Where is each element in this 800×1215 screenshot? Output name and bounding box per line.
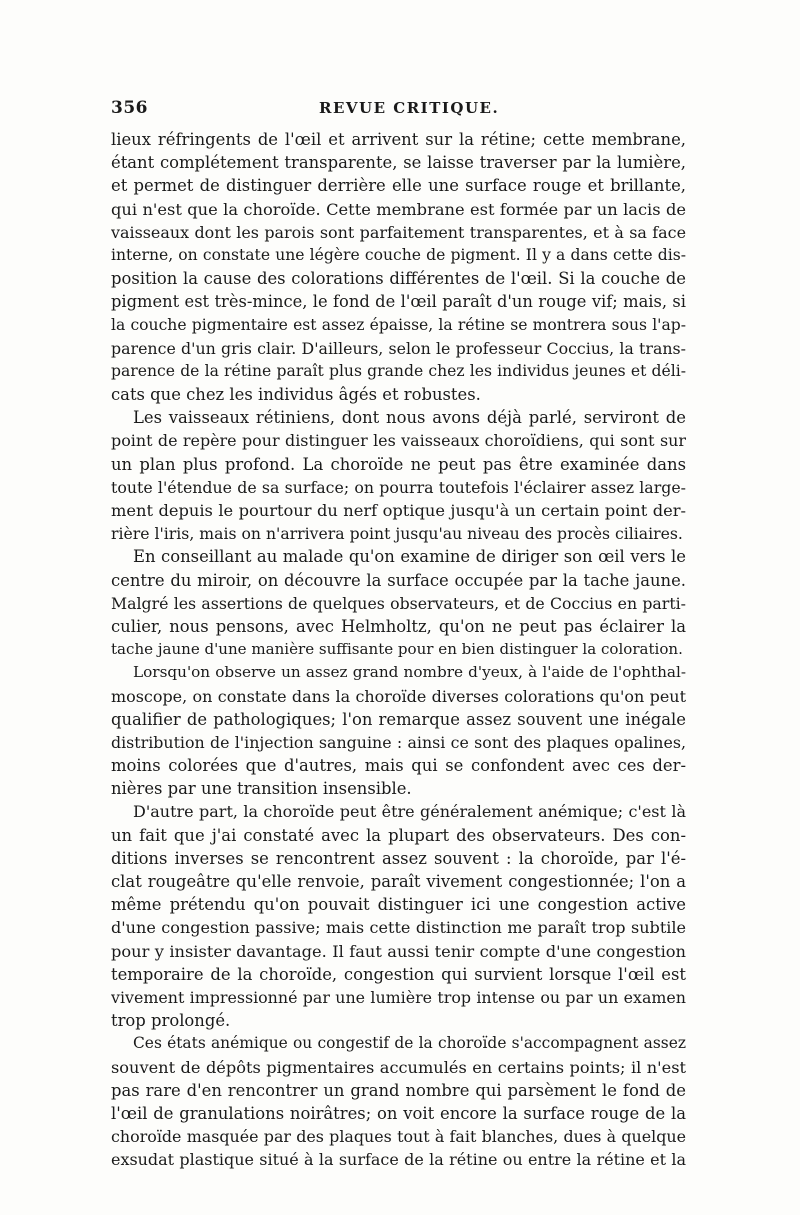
text-line: Lorsqu'on observe un assez grand nombre d'yeux, à l'aide de l'ophthal- — [133, 663, 686, 682]
text-line: trop prolongé. — [111, 1011, 231, 1031]
text-line: lieux réfringents de l'œil et arrivent sur la rétine; cette membrane, — [111, 130, 686, 149]
page-header — [111, 98, 686, 122]
text-line: pas rare d'en rencontrer un grand nombre qui parsèment le fond de — [111, 1080, 686, 1100]
text-line: vivement impressionné par une lumière trop intense ou par un examen — [111, 987, 686, 1007]
text-line: la couche pigmentaire est assez épaisse, la rétine se montrera sous l'ap- — [111, 315, 686, 334]
text-line: parence d'un gris clair. D'ailleurs, selon le professeur Coccius, la trans- — [111, 338, 686, 358]
text-line: ment depuis le pourtour du nerf optique jusqu'à un certain point der- — [111, 501, 686, 520]
text-line: position la cause des colorations différentes de l'œil. Si la couche de — [111, 269, 686, 289]
text-line: temporaire de la choroïde, congestion qui survient lorsque l'œil est — [111, 964, 686, 984]
text-line: ditions inverses se rencontrent assez souvent : la choroïde, par l'é- — [111, 848, 686, 868]
text-line: choroïde masquée par des plaques tout à fait blanches, dues à quelque — [111, 1127, 686, 1147]
page-number: 356 — [111, 98, 148, 118]
text-line: tache jaune d'une manière suffisante pour en bien distinguer la coloration. — [111, 640, 683, 659]
text-line: d'une congestion passive; mais cette distinction me paraît trop subtile — [111, 918, 686, 938]
text-line: parence de la rétine paraît plus grande chez les individus jeunes et déli- — [111, 361, 686, 380]
text-line: point de repère pour distinguer les vaisseaux choroïdiens, qui sont sur — [111, 431, 686, 451]
text-line: l'œil de granulations noirâtres; on voit encore la surface rouge de la — [111, 1103, 686, 1123]
text-line: et permet de distinguer derrière elle une surface rouge et brillante, — [111, 176, 686, 196]
body-text — [111, 128, 686, 1171]
text-line: vaisseaux dont les parois sont parfaitement transparentes, et à sa face — [111, 222, 686, 242]
text-line: Malgré les assertions de quelques observateurs, et de Coccius en parti- — [111, 593, 686, 613]
text-line: un plan plus profond. La choroïde ne peut pas être examinée dans — [111, 454, 686, 474]
text-line: qualifier de pathologiques; l'on remarque assez souvent une inégale — [111, 709, 686, 729]
text-line: même prétendu qu'on pouvait distinguer ici une congestion active — [111, 895, 686, 915]
text-line: cats que chez les individus âgés et robustes. — [111, 385, 481, 405]
text-line: Ces états anémique ou congestif de la choroïde s'accompagnent assez — [133, 1034, 686, 1053]
text-line: exsudat plastique situé à la surface de la rétine ou entre la rétine et la — [111, 1150, 686, 1170]
text-line: souvent de dépôts pigmentaires accumulés en certains points; il n'est — [111, 1057, 686, 1077]
text-line: pigment est très-mince, le fond de l'œil paraît d'un rouge vif; mais, si — [111, 292, 686, 312]
text-line: culier, nous pensons, avec Helmholtz, qu'on ne peut pas éclairer la — [111, 616, 686, 636]
text-line: nières par une transition insensible. — [111, 779, 412, 799]
text-line: D'autre part, la choroïde peut être généralement anémique; c'est là — [133, 802, 686, 822]
text-line: centre du miroir, on découvre la surface occupée par la tache jaune. — [111, 570, 686, 590]
text-line: toute l'étendue de sa surface; on pourra toutefois l'éclairer assez large- — [111, 477, 686, 497]
text-line: qui n'est que la choroïde. Cette membrane est formée par un lacis de — [111, 199, 686, 219]
text-line: distribution de l'injection sanguine : ainsi ce sont des plaques opalines, — [111, 732, 686, 752]
text-line: un fait que j'ai constaté avec la plupart des observateurs. Des con- — [111, 825, 686, 845]
text-line: pour y insister davantage. Il faut aussi tenir compte d'une congestion — [111, 941, 686, 961]
text-line: interne, on constate une légère couche de pigment. Il y a dans cette dis- — [111, 245, 686, 264]
text-line: En conseillant au malade qu'on examine de diriger son œil vers le — [133, 547, 686, 567]
text-line: étant complétement transparente, se laisse traverser par la lumière, — [111, 153, 686, 173]
text-line: rière l'iris, mais on n'arrivera point jusqu'au niveau des procès ciliaires. — [111, 524, 683, 544]
text-line: moscope, on constate dans la choroïde diverses colorations qu'on peut — [111, 686, 686, 706]
running-title: REVUE CRITIQUE. — [319, 99, 500, 117]
text-line: Les vaisseaux rétiniens, dont nous avons déjà parlé, serviront de — [133, 408, 686, 428]
text-line: clat rougeâtre qu'elle renvoie, paraît vivement congestionnée; l'on a — [111, 872, 686, 891]
text-line: moins colorées que d'autres, mais qui se confondent avec ces der- — [111, 756, 686, 776]
